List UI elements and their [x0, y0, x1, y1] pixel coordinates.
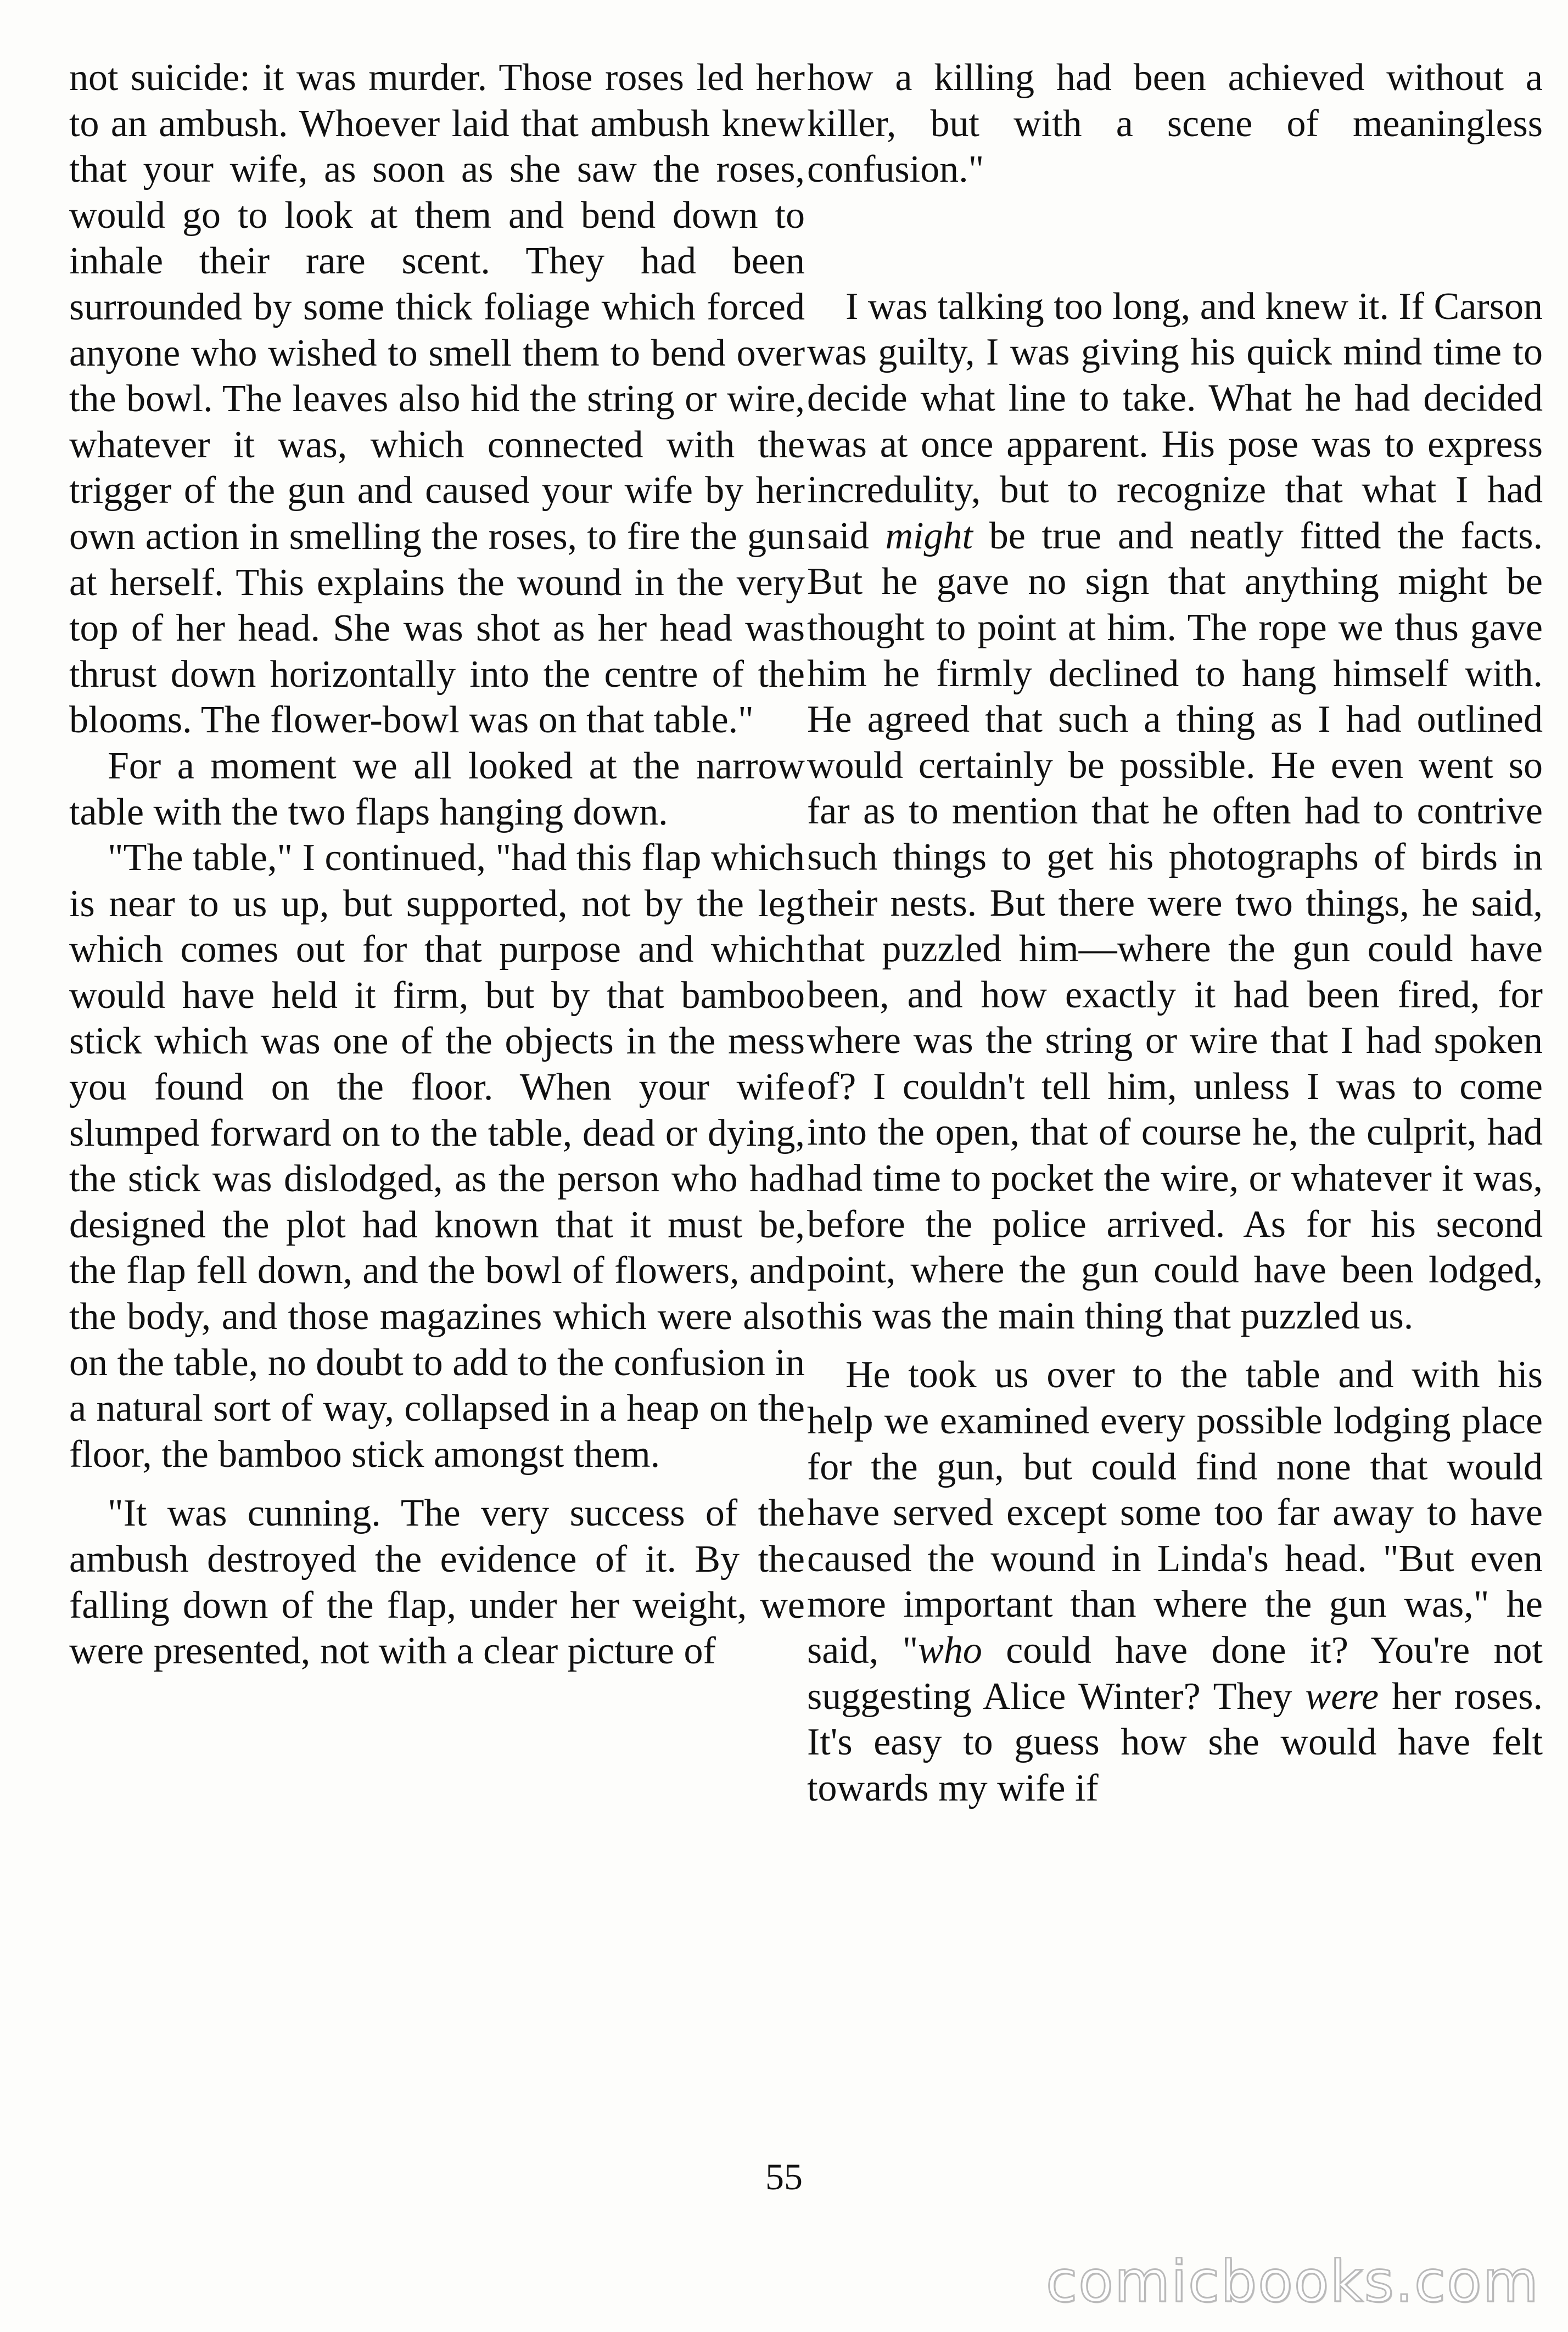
left-column [69, 55, 805, 1674]
paragraph: how a killing had been achieved without a killer, but with a scene of meaningless confusion." [807, 57, 1543, 191]
page-number: 55 [765, 2156, 803, 2198]
italic-text: were [1305, 1675, 1379, 1718]
text-run: be true and neatly fitted the facts. But he gave no sign that anything might be thought to point at him. The rope we thus gave him he firmly declined to hang himself with. He agreed that such a thing as I had outlined would certainly be possible. He even went so far as to mention that he often had to contrive such things to get his photographs of birds in their nests. But there were two things, he said, that puzzled him—where the gun could have been, and how exactly it had been fired, for where was the string or wire that I had spoken of? I couldn't tell him, unless I was to come into the open, that of course he, the culprit, had had time to pocket the wire, or whatever it was, before the police arrived. As for his second point, where the gun could have been lodged, this was the main thing that puzzled us. [807, 514, 1543, 1337]
paragraph: not suicide: it was murder. Those roses led her to an ambush. Whoever laid that ambush knew that your wife, as soon as she saw the roses, would go to look at them and bend down to inhale their rare scent. They had been surrounded by some thick foliage which forced anyone who wished to smell them to bend over the bowl. The leaves also hid the string or wire, whatever it was, which connected with the trigger of the gun and caused your wife by her own action in smelling the roses, to fire the gun at herself. This explains the wound in the very top of her head. She was shot as her head was thrust down horizontally into the centre of the blooms. The flower-bowl was on that table." [69, 57, 805, 742]
paragraph: "It was cunning. The very success of the ambush destroyed the evidence of it. By the falling down of the flap, under her weight, we were presented, not with a clear picture of [69, 1492, 805, 1673]
paragraph [807, 284, 1543, 1339]
paragraph: "The table," I continued, "had this flap which is near to us up, but supported, not by the leg which comes out for that purpose and which would have held it firm, but by that bamboo stick which was one of the objects in the mess you found on the floor. When your wife slumped forward on to the table, dead or dying, the stick was dislodged, as the person who had designed the plot had known that it must be, the flap fell down, and the bowl of flowers, and the body, and those magazines which were also on the table, no doubt to add to the confusion in a natural sort of way, collapsed in a heap on the floor, the bamboo stick amongst them. [69, 837, 805, 1476]
text-run: I was talking too long, and knew it. If Carson was guilty, I was giving his quick mind time to decide what line to take. What he had decided was at once apparent. His pose was to express incredulity, but to recognize that what I had said [807, 285, 1543, 557]
text-run: her roses. It's easy to guess how she would have felt towards my wife if [807, 1675, 1543, 1809]
text-run: He took us over to the table and with his help we examined every possible lodging place for the gun, but could find none that would have served except some too far away to have caused the wound in Linda's head. "But even more important than where the gun was," he said, " [807, 1354, 1543, 1672]
paragraph [807, 1352, 1543, 1811]
watermark: comicbooks.com [1045, 2248, 1539, 2315]
paragraph: For a moment we all looked at the narrow table with the two flaps hanging down. [69, 744, 805, 833]
italic-text: who [918, 1629, 982, 1672]
text-run: could have done it? You're not suggesting Alice Winter? They [807, 1629, 1543, 1718]
italic-text: might [885, 514, 973, 557]
right-column [807, 55, 1543, 1811]
